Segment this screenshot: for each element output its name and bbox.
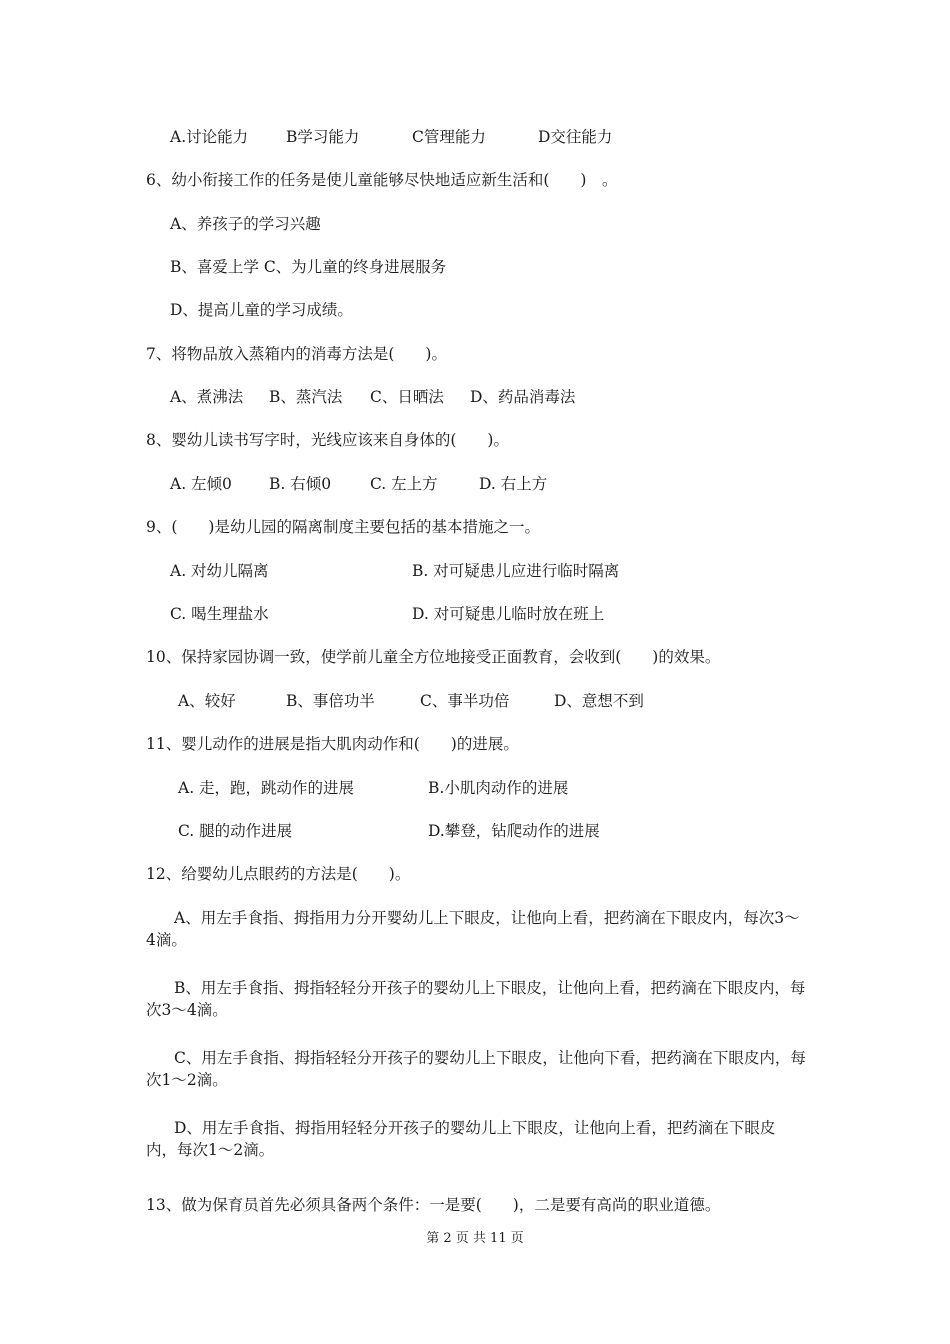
question-8-option-a: A. 左倾0 (170, 475, 232, 493)
question-7-option-a: A、煮沸法 (170, 388, 244, 406)
question-9-option-c: C. 喝生理盐水 (170, 605, 269, 623)
question-11-option-d: D.攀登，钻爬动作的进展 (428, 822, 600, 840)
page-number-footer: 第 2 页 共 11 页 (426, 1231, 524, 1246)
question-12-option-b (146, 977, 806, 1021)
question-9-option-b: B. 对可疑患儿应进行临时隔离 (412, 562, 620, 580)
question-6-stem: 6、幼小衔接工作的任务是使儿童能够尽快地适应新生活和( ) 。 (146, 171, 618, 189)
q5-option-c: C管理能力 (412, 128, 486, 146)
question-9-stem: 9、( )是幼儿园的隔离制度主要包括的基本措施之一。 (146, 518, 540, 536)
question-9-option-a: A. 对幼儿隔离 (170, 562, 269, 580)
question-6-option-d: D、提高儿童的学习成绩。 (170, 301, 353, 319)
question-11-option-b: B.小肌肉动作的进展 (428, 779, 569, 797)
question-12-option-d-text: D、用左手食指、拇指用轻轻分开孩子的婴幼儿上下眼皮，让他向上看，把药滴在下眼皮内，每次1～2滴。 (146, 1119, 776, 1159)
question-12-option-d (146, 1117, 806, 1161)
question-7-option-d: D、药品消毒法 (470, 388, 576, 406)
question-8-stem: 8、婴幼儿读书写字时，光线应该来自身体的( )。 (146, 431, 509, 449)
question-10-option-c: C、事半功倍 (420, 692, 510, 710)
question-7-option-c: C、日晒法 (370, 388, 444, 406)
question-10-stem: 10、保持家园协调一致，使学前儿童全方位地接受正面教育，会收到( )的效果。 (146, 648, 721, 666)
q5-option-b: B学习能力 (286, 128, 360, 146)
question-10-option-d: D、意想不到 (554, 692, 644, 710)
question-8-option-b: B. 右倾0 (269, 475, 332, 493)
question-10-option-a: A、较好 (178, 692, 236, 710)
q5-option-a: A.讨论能力 (170, 128, 249, 146)
question-12-option-c-text: C、用左手食指、拇指轻轻分开孩子的婴幼儿上下眼皮，让他向下看，把药滴在下眼皮内，每次1～2滴。 (146, 1049, 806, 1089)
question-11-option-c: C. 腿的动作进展 (178, 822, 293, 840)
q5-option-d: D交往能力 (538, 128, 613, 146)
question-8-option-d: D. 右上方 (479, 475, 548, 493)
question-6-option-a: A、养孩子的学习兴趣 (170, 215, 321, 233)
question-11-stem: 11、婴儿动作的进展是指大肌肉动作和( )的进展。 (146, 735, 519, 753)
question-7-stem: 7、将物品放入蒸箱内的消毒方法是( )。 (146, 345, 447, 363)
question-12-stem: 12、给婴幼儿点眼药的方法是( )。 (146, 865, 411, 883)
question-9-option-d: D. 对可疑患儿临时放在班上 (412, 605, 605, 623)
question-6-option-bc: B、喜爱上学 C、为儿童的终身进展服务 (170, 258, 447, 276)
question-10-option-b: B、事倍功半 (286, 692, 375, 710)
question-12-option-b-text: B、用左手食指、拇指轻轻分开孩子的婴幼儿上下眼皮，让他向上看，把药滴在下眼皮内，每次3～4滴。 (146, 979, 806, 1019)
question-12-option-c (146, 1047, 806, 1091)
question-12-option-a-text: A、用左手食指、拇指用力分开婴幼儿上下眼皮，让他向上看，把药滴在下眼皮内，每次3～4滴。 (146, 909, 800, 949)
question-8-option-c: C. 左上方 (370, 475, 438, 493)
question-13-stem: 13、做为保育员首先必须具备两个条件：一是要( )，二是要有高尚的职业道德。 (146, 1196, 721, 1214)
question-11-option-a: A. 走，跑，跳动作的进展 (178, 779, 355, 797)
question-12-option-a (146, 907, 806, 951)
question-7-option-b: B、蒸汽法 (269, 388, 343, 406)
